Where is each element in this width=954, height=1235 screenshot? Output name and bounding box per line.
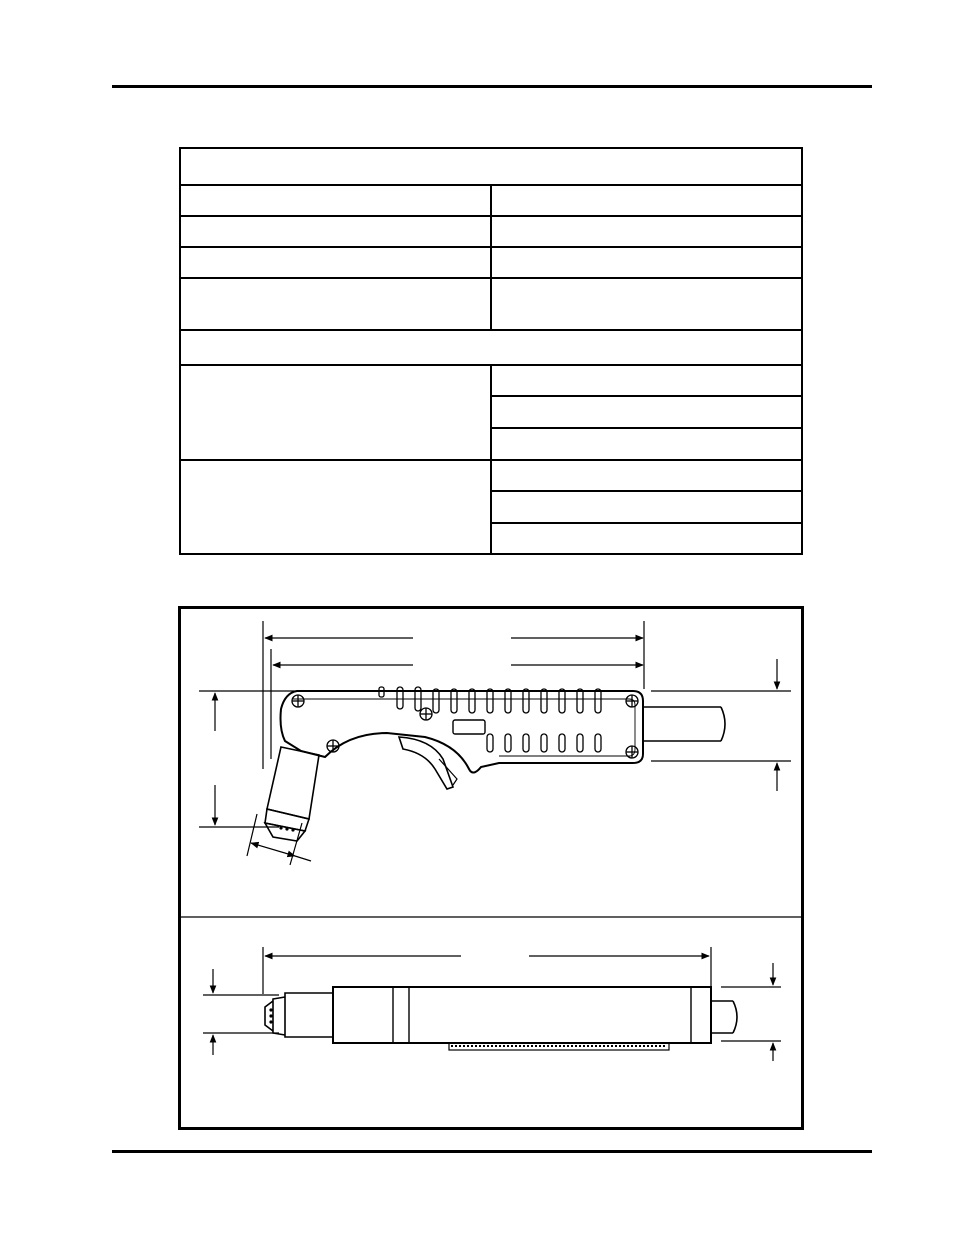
- table-cell-value: [491, 523, 802, 554]
- table-cell-value: [491, 491, 802, 523]
- table-cell-value: [491, 185, 802, 216]
- torch-cable-top: [711, 1001, 737, 1033]
- table-cell-value: [491, 428, 802, 460]
- table-title-row: [180, 148, 802, 185]
- torch-body-top: [333, 987, 711, 1043]
- cable-height-dimension: [651, 659, 791, 791]
- torch-nozzle-top: [265, 993, 333, 1037]
- handle-screws: [292, 695, 638, 758]
- table-row: [180, 278, 802, 330]
- table-cell-value: [491, 460, 802, 491]
- table-group-label: [180, 365, 491, 460]
- grip-slots: [379, 687, 601, 752]
- table-cell-value: [491, 396, 802, 428]
- torch-top-view: [203, 947, 781, 1061]
- table-cell-label: [180, 247, 491, 278]
- torch-height-dimension: [199, 691, 301, 827]
- header-rule: [112, 85, 872, 88]
- table-row: [180, 185, 802, 216]
- table-row: [180, 460, 802, 491]
- torch-specifications-table: [179, 147, 803, 555]
- table-cell-value: [491, 365, 802, 396]
- nozzle-width-dimension: [203, 969, 279, 1055]
- table-cell-label: [180, 216, 491, 247]
- handle-inner-outline: [293, 699, 635, 756]
- torch-handle-body: [281, 691, 644, 773]
- table-cell-label: [180, 278, 491, 330]
- table-cell-value: [491, 216, 802, 247]
- handle-label-plate: [453, 720, 485, 734]
- table-section-row: [180, 330, 802, 365]
- table-row: [180, 247, 802, 278]
- table-title-cell: [180, 148, 802, 185]
- figure-drawing: [181, 609, 801, 1127]
- torch-cable: [643, 707, 725, 741]
- torch-dimensions-figure: [178, 606, 804, 1130]
- body-width-dimension: [721, 963, 781, 1061]
- table-cell-value: [491, 278, 802, 330]
- torch-side-view: [199, 621, 791, 865]
- table-row: [180, 216, 802, 247]
- table-cell-value: [491, 247, 802, 278]
- head-diameter-dimension: [247, 814, 311, 865]
- table-cell-label: [180, 185, 491, 216]
- table-group-label: [180, 460, 491, 554]
- table-row: [180, 365, 802, 396]
- table-section-cell: [180, 330, 802, 365]
- footer-rule: [112, 1150, 872, 1153]
